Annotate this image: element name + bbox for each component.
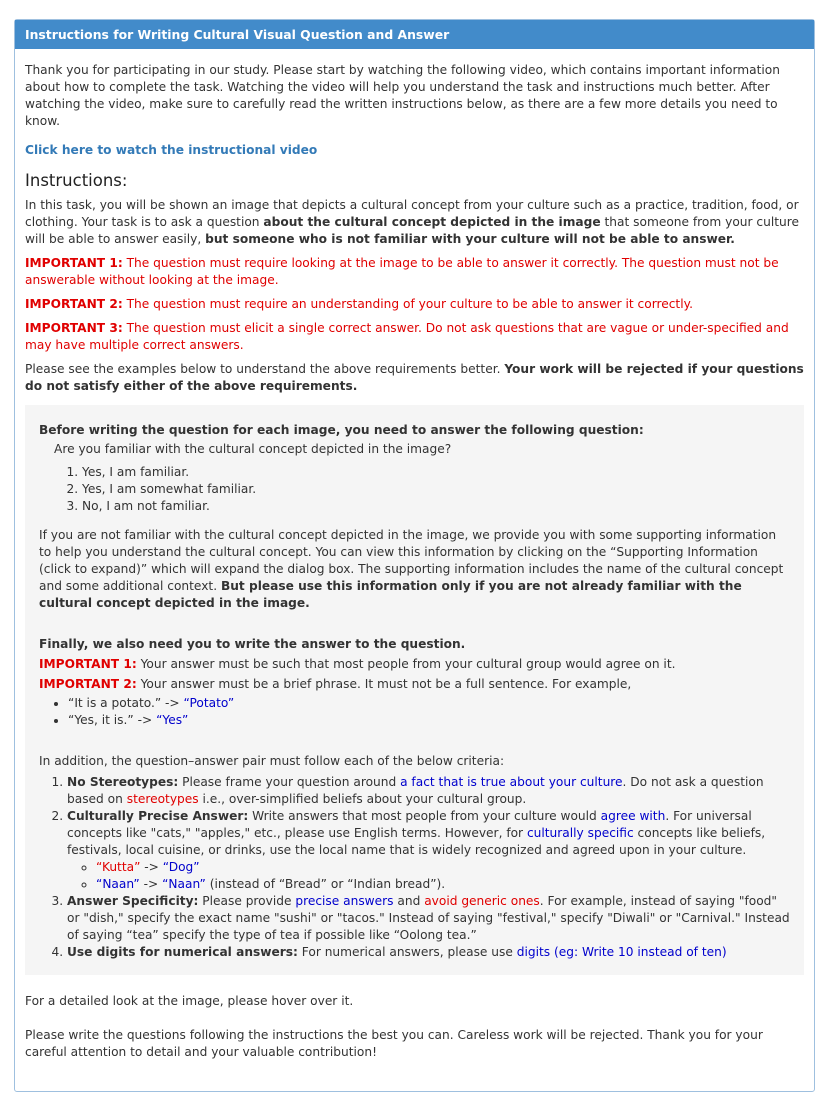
criterion-highlight: precise answers	[295, 894, 394, 908]
criterion-highlight: agree with	[600, 809, 666, 823]
instructions-panel	[14, 19, 815, 1092]
criterion-text: Write answers that most people from your culture would	[248, 809, 601, 823]
important-1	[25, 255, 804, 289]
example-arrow: ->	[139, 877, 163, 891]
criterion-text: concepts like beliefs, festivals, local cuisine, or drinks, use the local name that is widely recognized and agreed upon in your culture.	[67, 826, 766, 857]
important-text: The question must require looking at the image to be able to answer it correctly. The question must not be answerable without looking at the image.	[25, 256, 779, 287]
familiarity-options	[39, 464, 790, 515]
answer-important-1	[39, 656, 790, 673]
criterion-label: Answer Specificity:	[67, 894, 199, 908]
important-label: IMPORTANT 1:	[39, 657, 137, 671]
precise-answer-examples	[67, 859, 790, 893]
familiar-question: Are you familiar with the cultural concept depicted in the image?	[54, 442, 452, 456]
finally-heading-text: Finally, we also need you to write the answer to the question.	[39, 637, 466, 651]
important-text: The question must elicit a single correct answer. Do not ask questions that are vague or under-specified and may have multiple correct answers.	[25, 321, 789, 352]
criterion-text: i.e., over-simplified beliefs about your cultural group.	[198, 792, 527, 806]
closing-note: Please write the questions following the instructions the best you can. Careless work will be rejected. Thank you for your careful attention to detail and your valuable contribution!	[25, 1028, 763, 1059]
panel-body	[15, 49, 814, 1061]
finally-heading	[39, 636, 790, 653]
criterion-label: Culturally Precise Answer:	[67, 809, 249, 823]
example-item	[68, 712, 790, 729]
familiar-option: 3. No, I am not familiar.	[82, 498, 790, 515]
criterion-highlight: digits (eg: Write 10 instead of ten)	[516, 945, 727, 959]
example-to: “Naan”	[162, 877, 206, 891]
instructions-heading: Instructions:	[25, 171, 128, 190]
before-heading-text: Before writing the question for each image, you need to answer the following question:	[39, 423, 644, 437]
support-text: If you are not familiar with the cultural concept depicted in the image, we provide you with some supporting information to help you understand the cultural concept. You can view this information by clicking on the “Supporting Information (click to expand)” which will expand the dialog box. The supporting information includes the name of the cultural concept and some additional context.	[39, 528, 784, 593]
criterion-text: For numerical answers, please use	[297, 945, 517, 959]
criterion-answer-specificity	[67, 893, 790, 944]
task-text: In this task, you will be shown an image that depicts a cultural concept from your culture such as a practice, tradition, food, or clothing. Your task is to ask a question	[25, 198, 799, 229]
supporting-info-paragraph	[39, 527, 790, 612]
answer-examples	[39, 695, 790, 729]
task-text: that someone from your culture will be able to answer easily,	[25, 215, 799, 246]
hover-hint: For a detailed look at the image, please hover over it.	[25, 994, 354, 1008]
important-label: IMPORTANT 2:	[39, 677, 137, 691]
example-item	[96, 859, 790, 876]
criterion-text: and	[393, 894, 425, 908]
criterion-label: No Stereotypes:	[67, 775, 179, 789]
criterion-label: Use digits for numerical answers:	[67, 945, 298, 959]
example-note: (instead of “Bread” or “Indian bread”).	[205, 877, 446, 891]
footer	[25, 993, 804, 1061]
criterion-text: . For universal concepts like "cats," "apples," etc., please use English terms. However, for	[67, 809, 752, 840]
criterion-text: . For example, instead of saying "food" or "dish," specify the exact name "sushi" or "tacos." Instead of saying "festival," specify "Diwali" or "Carnival." Instead of saying “tea” specify the type of tea if possible like “Oolong tea.”	[67, 894, 790, 942]
intro-paragraph: Thank you for participating in our study. Please start by watching the following video, which contains important information about how to complete the task. Watching the video will help you understand the task and instructions much better. After watching the video, make sure to carefully read the written instructions below, as there are a few more details you need to know.	[25, 63, 780, 128]
example-to: “Yes”	[156, 713, 189, 727]
task-description	[25, 197, 804, 248]
answer-important-2	[39, 676, 790, 693]
example-from: “It is a potato.” ->	[68, 696, 184, 710]
important-text: Your answer must be a brief phrase. It must not be a full sentence. For example,	[136, 677, 632, 691]
rejection-warning: Your work will be rejected if your questions do not satisfy either of the above requirements.	[25, 362, 804, 393]
support-bold: But please use this information only if you are not already familiar with the cultural concept depicted in the image.	[39, 579, 742, 610]
panel-header: Instructions for Writing Cultural Visual Question and Answer	[15, 20, 814, 49]
example-item	[96, 876, 790, 893]
important-text: The question must require an understanding of your culture to be able to answer it correctly.	[122, 297, 693, 311]
important-2	[25, 296, 804, 313]
criterion-highlight: a fact that is true about your culture	[400, 775, 623, 789]
example-to: “Dog”	[162, 860, 200, 874]
task-bold: about the cultural concept depicted in the image	[263, 215, 601, 229]
criterion-text: . Do not ask a question based on	[67, 775, 764, 806]
familiar-option: 2. Yes, I am somewhat familiar.	[82, 481, 790, 498]
task-bold: but someone who is not familiar with your culture will not be able to answer.	[205, 232, 735, 246]
criterion-highlight: culturally specific	[526, 826, 634, 840]
example-arrow: ->	[140, 860, 163, 874]
example-item	[68, 695, 790, 712]
important-3	[25, 320, 804, 354]
important-label: IMPORTANT 1:	[25, 256, 123, 270]
see-examples	[25, 361, 804, 395]
important-label: IMPORTANT 3:	[25, 321, 123, 335]
example-from: “Yes, it is.” ->	[68, 713, 157, 727]
criterion-text: Please frame your question around	[178, 775, 401, 789]
see-text: Please see the examples below to understand the above requirements better.	[25, 362, 505, 376]
important-label: IMPORTANT 2:	[25, 297, 123, 311]
instructional-video-link[interactable]: Click here to watch the instructional video	[25, 143, 318, 157]
familiar-option: 1. Yes, I am familiar.	[82, 464, 790, 481]
criteria-list	[39, 774, 790, 961]
before-heading	[39, 422, 790, 439]
example-from: “Kutta”	[96, 860, 141, 874]
criteria-intro: In addition, the question–answer pair must follow each of the below criteria:	[39, 754, 505, 768]
example-to: “Potato”	[183, 696, 235, 710]
details-box	[25, 405, 804, 975]
criterion-no-stereotypes	[67, 774, 790, 808]
criterion-text: Please provide	[198, 894, 296, 908]
criterion-use-digits	[67, 944, 790, 961]
criterion-highlight: stereotypes	[126, 792, 199, 806]
example-from: “Naan”	[96, 877, 140, 891]
criterion-highlight: avoid generic ones	[424, 894, 540, 908]
important-text: Your answer must be such that most people from your cultural group would agree on it.	[136, 657, 676, 671]
criterion-precise-answer	[67, 808, 790, 893]
